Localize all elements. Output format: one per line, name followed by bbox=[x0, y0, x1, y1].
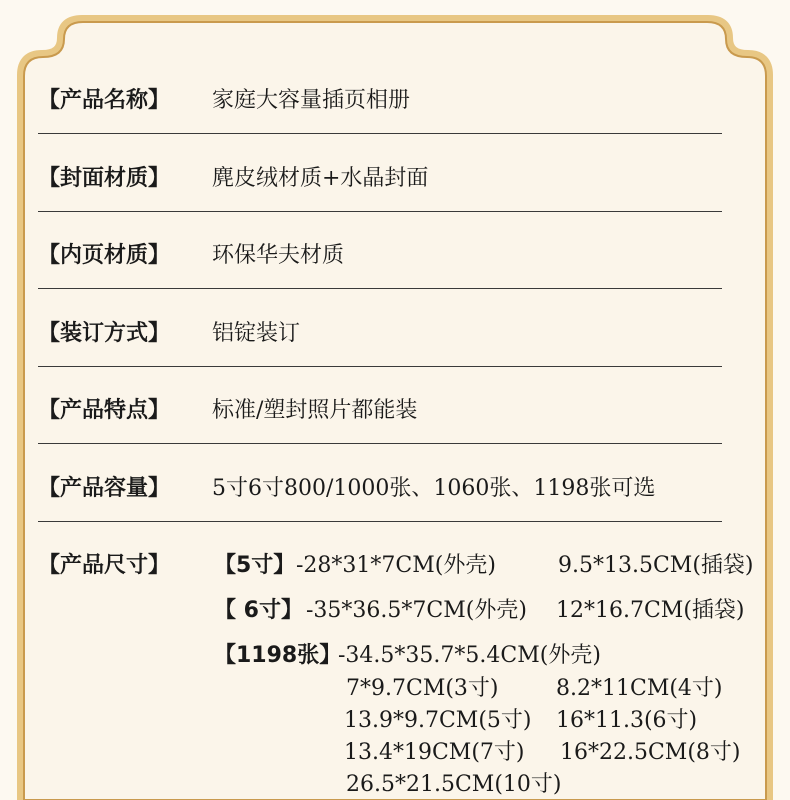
photo-size-item: 13.9*9.7CM(5寸) bbox=[344, 708, 532, 733]
size-outer-1198: -34.5*35.7*5.4CM(外壳) bbox=[338, 643, 601, 668]
row-value-binding: 铝锭装订 bbox=[212, 321, 301, 346]
size-insert-5: 9.5*13.5CM(插袋) bbox=[558, 553, 754, 578]
row-label-inner: 【内页材质】 bbox=[38, 243, 171, 268]
divider bbox=[38, 211, 722, 212]
row-value-feature: 标准/塑封照片都能装 bbox=[212, 398, 418, 423]
photo-size-item: 7*9.7CM(3寸) bbox=[346, 676, 499, 701]
photo-size-item: 16*11.3(6寸) bbox=[556, 708, 698, 733]
divider bbox=[38, 288, 722, 289]
row-value-inner: 环保华夫材质 bbox=[212, 243, 345, 268]
size-tag-6: 【 6寸】 bbox=[214, 598, 303, 623]
photo-size-item: 8.2*11CM(4寸) bbox=[556, 676, 723, 701]
row-label-capacity: 【产品容量】 bbox=[38, 476, 171, 501]
divider bbox=[38, 366, 722, 367]
photo-size-item: 26.5*21.5CM(10寸) bbox=[346, 772, 562, 797]
row-label-feature: 【产品特点】 bbox=[38, 398, 171, 423]
size-tag-1198: 【1198张】 bbox=[214, 643, 342, 668]
size-outer-6: -35*36.5*7CM(外壳) bbox=[306, 598, 527, 623]
row-value-cover: 麂皮绒材质+水晶封面 bbox=[212, 166, 429, 191]
row-value-capacity: 5寸6寸800/1000张、1060张、1198张可选 bbox=[212, 476, 656, 501]
row-label-binding: 【装订方式】 bbox=[38, 321, 171, 346]
size-outer-5: -28*31*7CM(外壳) bbox=[296, 553, 496, 578]
row-label-size: 【产品尺寸】 bbox=[38, 553, 171, 578]
divider bbox=[38, 443, 722, 444]
row-label-name: 【产品名称】 bbox=[38, 88, 171, 113]
size-tag-5: 【5寸】 bbox=[214, 553, 296, 578]
photo-size-item: 13.4*19CM(7寸) bbox=[344, 740, 525, 765]
divider bbox=[38, 521, 722, 522]
row-label-cover: 【封面材质】 bbox=[38, 166, 171, 191]
photo-size-item: 16*22.5CM(8寸) bbox=[560, 740, 741, 765]
row-value-name: 家庭大容量插页相册 bbox=[212, 88, 411, 113]
divider bbox=[38, 133, 722, 134]
size-insert-6: 12*16.7CM(插袋) bbox=[556, 598, 745, 623]
